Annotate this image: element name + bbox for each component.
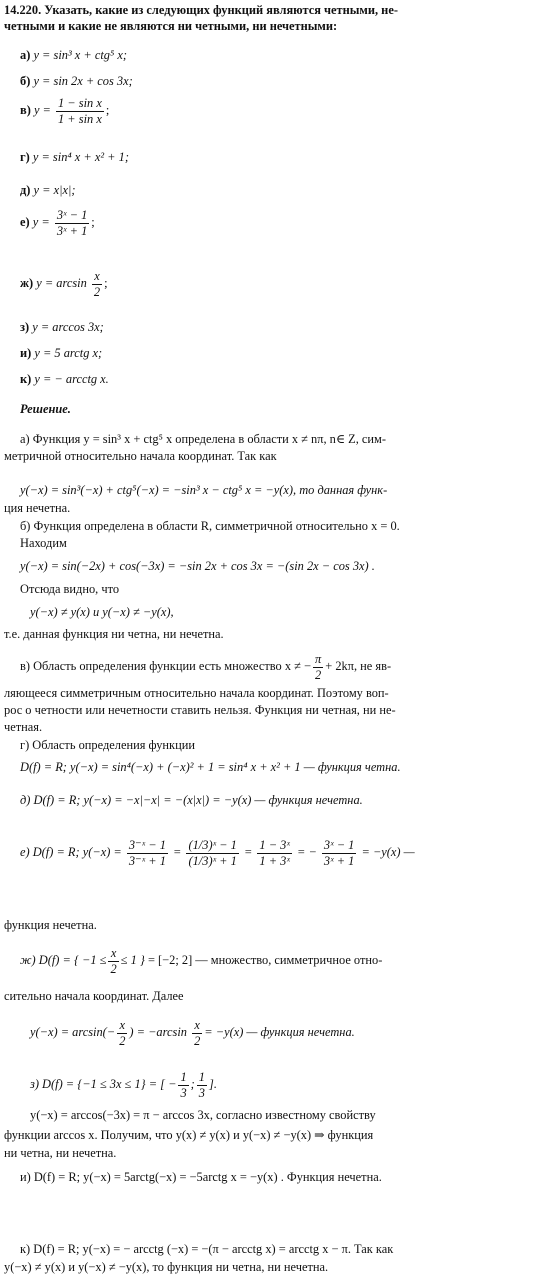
solution-z-line-3: функции arccos x. Получим, что y(x) ≠ y(x) и y(−x) ≠ −y(x) ⇒ функция <box>4 1128 374 1142</box>
problem-text-line-2: четными и какие не являются ни четными, ни нечетными: <box>4 19 338 33</box>
fraction: $\frac{\text{3ˣ − 1}}{\text{3ˣ + 1}}$ <box>56 208 88 238</box>
solution-k-line-1: к) D(f) = R; y(−x) = − arcctg (−x) = −(π − arcctg x) = arcctg x − π. Так как <box>20 1242 394 1256</box>
item-v: в) y = $\frac{\text{1 − sin x}}{\text{1 + sin x}}$ ; <box>20 96 110 126</box>
item-a: а) y = sin³ x + ctg⁵ x; <box>20 48 127 62</box>
problem-text-line-1: Указать, какие из следующих функций являются четными, не- <box>44 3 398 17</box>
solution-g-line-2: D(f) = R; y(−x) = sin⁴(−x) + (−x)² + 1 = sin⁴ x + x² + 1 — функция четна. <box>20 760 401 774</box>
problem-number: 14.220. <box>4 3 42 17</box>
solution-zh-line-1: ж) D(f) = { −1 ≤ $\frac{x}{2}$ ≤ 1 } = [−2; 2] — множество, симметричное отно- <box>20 946 383 976</box>
solution-b-line-5: y(−x) ≠ y(x) и y(−x) ≠ −y(x), <box>30 605 174 619</box>
solution-b-line-2: Находим <box>20 536 67 550</box>
fraction: $\frac{\text{1 − sin x}}{\text{1 + sin x}}$ <box>58 96 102 126</box>
solution-g-line-1: г) Область определения функции <box>20 738 195 752</box>
solution-a-line-1: а) Функция y = sin³ x + ctg⁵ x определена в области x ≠ nπ, n∈ Z, сим- <box>20 432 386 446</box>
solution-a-line-2: метричной относительно начала координат. Так как <box>4 449 277 463</box>
fraction: $\frac{\text{3⁻ˣ − 1}}{\text{3⁻ˣ + 1}}$ <box>128 838 166 868</box>
solution-v-line-2: ляющееся симметричным относительно начала координат. Поэтому воп- <box>4 686 389 700</box>
item-zh: ж) y = arcsin $\frac{x}{2}$ ; <box>20 269 108 299</box>
item-g: г) y = sin⁴ x + x² + 1; <box>20 150 129 164</box>
solution-v-line-4: четная. <box>4 720 43 734</box>
fraction: $\frac{\text{3ˣ − 1}}{\text{3ˣ + 1}}$ <box>323 838 355 868</box>
item-e: е) y = $\frac{\text{3ˣ − 1}}{\text{3ˣ + 1}}$ ; <box>20 208 95 238</box>
item-b: б) y = sin 2x + cos 3x; <box>20 74 133 88</box>
solution-e-line-1: е) D(f) = R; y(−x) = $\frac{\text{3⁻ˣ − 1}}{\text{3⁻ˣ + 1}}$ = $\frac{\text{(1/3)ˣ − 1}}{\text{(1/3)ˣ + 1}}$ = $\frac{\text{1 − 3ˣ}}{\text{1 + 3ˣ}}$ = − $\frac{\text{3ˣ − 1}}{\text{3ˣ + 1}}$ = −y(x) — <box>20 838 415 868</box>
problem-header <box>4 3 398 18</box>
item-d: д) y = x|x|; <box>20 183 76 197</box>
solution-a-line-3: y(−x) = sin³(−x) + ctg⁵(−x) = −sin³ x − ctg⁵ x = −y(x), то данная функ- <box>20 483 388 497</box>
solution-k-line-2: y(−x) ≠ y(x) и y(−x) ≠ −y(x), то функция ни четна, ни нечетна. <box>4 1260 329 1274</box>
solution-a-line-4: ция нечетна. <box>4 501 71 515</box>
solution-e-line-2: функция нечетна. <box>4 918 97 932</box>
solution-b-line-1: б) Функция определена в области R, симметричной относительно x = 0. <box>20 519 400 533</box>
fraction: $\frac{\text{(1/3)ˣ − 1}}{\text{(1/3)ˣ + 1}}$ <box>188 838 237 868</box>
solution-zh-line-2: сительно начала координат. Далее <box>4 989 184 1003</box>
solution-b-line-4: Отсюда видно, что <box>20 582 120 596</box>
fraction: $\frac{x}{2}$ <box>119 1018 126 1048</box>
fraction: $\frac{1}{3}$ <box>198 1070 205 1100</box>
fraction: $\frac{x}{2}$ <box>93 269 101 299</box>
solution-v-line-3: рос о четности или нечетности ставить нельзя. Функция ни четная, ни не- <box>4 703 396 717</box>
solution-z-line-2: y(−x) = arccos(−3x) = π − arccos 3x, согласно известному свойству <box>30 1108 376 1122</box>
solution-title: Решение. <box>20 402 71 416</box>
item-z: з) y = arccos 3x; <box>20 320 104 334</box>
item-i: и) y = 5 arctg x; <box>20 346 103 360</box>
solution-i-line-1: и) D(f) = R; y(−x) = 5arctg(−x) = −5arctg x = −y(x) . Функция нечетна. <box>20 1170 382 1184</box>
solution-d-line-1: д) D(f) = R; y(−x) = −x|−x| = −(x|x|) = −y(x) — функция нечетна. <box>20 793 363 807</box>
solution-v-line-1: в) Область определения функции есть множество x ≠ − $\frac{\pi}{2}$ + 2kπ, не яв- <box>20 652 392 682</box>
fraction: $\frac{\pi}{2}$ <box>315 652 322 682</box>
solution-z-line-4: ни четна, ни нечетна. <box>4 1146 117 1160</box>
fraction: $\frac{x}{2}$ <box>110 946 117 976</box>
fraction: $\frac{\text{1 − 3ˣ}}{\text{1 + 3ˣ}}$ <box>259 838 290 868</box>
solution-z-line-1: з) D(f) = {−1 ≤ 3x ≤ 1} = [ − $\frac{1}{3}$ ; $\frac{1}{3}$ ]. <box>30 1070 217 1100</box>
solution-zh-line-3: y(−x) = arcsin(− $\frac{x}{2}$ ) = −arcsin $\frac{x}{2}$ = −y(x) — функция нечетна. <box>30 1018 355 1048</box>
item-k: к) y = − arcctg x. <box>20 372 109 386</box>
solution-b-line-3: y(−x) = sin(−2x) + cos(−3x) = −sin 2x + cos 3x = −(sin 2x − cos 3x) . <box>20 559 375 573</box>
fraction: $\frac{x}{2}$ <box>194 1018 201 1048</box>
solution-b-line-6: т.е. данная функция ни четна, ни нечетна. <box>4 627 224 641</box>
fraction: $\frac{1}{3}$ <box>180 1070 187 1100</box>
